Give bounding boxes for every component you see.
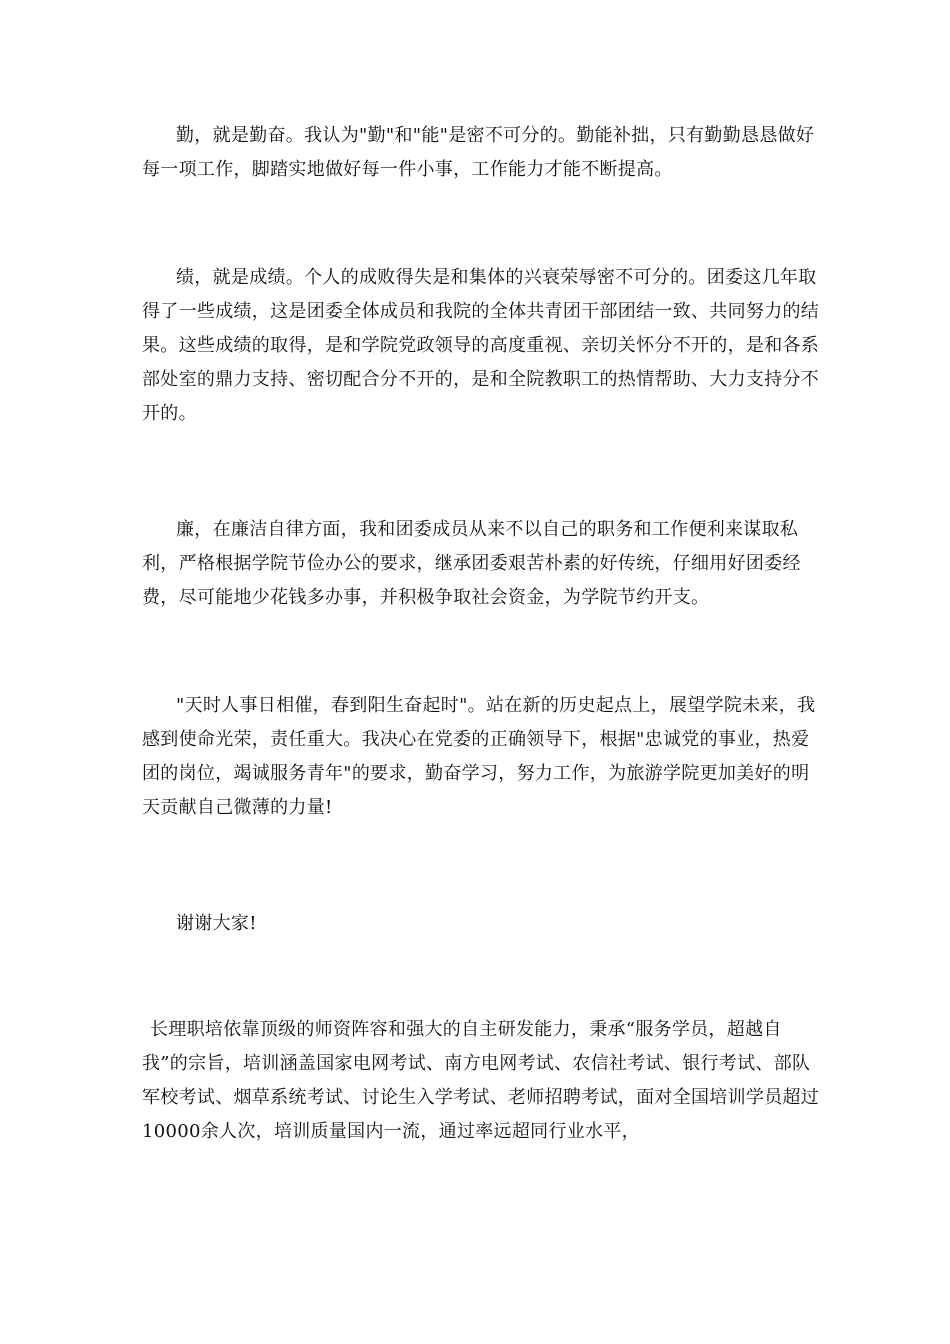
paragraph-closing-statement: "天时人事日相催，春到阳生奋起时"。站在新的历史起点上，展望学院未来，我感到使命光荣，责任重大。我决心在党委的正确领导下，根据"忠诚党的事业，热爱团的岗位，竭诚服务青年"的要求，勤奋学习，努力工作，为旅游学院更加美好的明天贡献自己微薄的力量! (142, 695, 816, 818)
paragraph-achievement: 绩，就是成绩。个人的成败得失是和集体的兴衰荣辱密不可分的。团委这几年取得了一些成绩，这是团委全体成员和我院的全体共青团干部团结一致、共同努力的结果。这些成绩的取得，是和学院党政领导的高度重视、亲切关怀分不开的，是和各系部处室的鼎力支持、密切配合分不开的，是和全院教职工的热情帮助、大力支持分不开的。 (142, 267, 820, 424)
paragraph-promotion: 长理职培依靠顶级的师资阵容和强大的自主研发能力，秉承“服务学员，超越自我”的宗旨，培训涵盖国家电网考试、南方电网考试、农信社考试、银行考试、部队军校考试、烟草系统考试、讨论生入学考试、老师招聘考试，面对全国培训学员超过10000余人次，培训质量国内一流，通过率远超同行业水平， (142, 1019, 820, 1142)
paragraph-integrity: 廉，在廉洁自律方面，我和团委成员从来不以自己的职务和工作便利来谋取私利，严格根据学院节俭办公的要求，继承团委艰苦朴素的好传统，仔细用好团委经费，尽可能地少花钱多办事，并积极争取社会资金，为学院节约开支。 (142, 519, 801, 608)
paragraph-thanks: 谢谢大家! (176, 913, 257, 934)
paragraph-diligence: 勤，就是勤奋。我认为"勤"和"能"是密不可分的。勤能补拙，只有勤勤恳恳做好每一项工作，脚踏实地做好每一件小事，工作能力才能不断提高。 (142, 125, 815, 180)
